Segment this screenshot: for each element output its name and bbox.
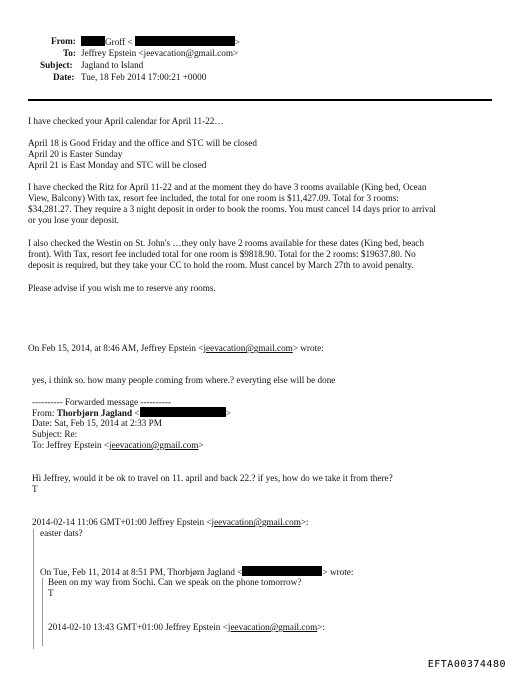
body-line: I have checked the Ritz for April 11-22 and at the moment they do have 3 rooms available (King bed, Ocean	[28, 182, 427, 192]
header-divider	[28, 99, 492, 101]
message-line: Been on my way from Sochi. Can we speak on the phone tomorrow?	[48, 577, 302, 587]
body-line: April 18 is Good Friday and the office and STC will be closed	[28, 138, 257, 148]
body-line: $34,281.27. They require a 3 night deposit in order to book the rooms. You must cancel 14 days prior to arrival	[28, 204, 436, 214]
redaction-bar	[81, 36, 105, 46]
body-line: front). With Tax, resort fee included total for one room is $9818.90. Total for the 2 rooms: $19637.80. No	[28, 249, 416, 259]
subject-label: Subject:	[40, 60, 73, 70]
forwarded-to: To: Jeffrey Epstein <jeevacation@gmail.com>	[32, 440, 204, 450]
quote-bar	[33, 529, 34, 649]
email-link[interactable]: jeevacation@gmail.com	[211, 517, 301, 527]
quote-attribution: On Tue, Feb 11, 2014 at 8:51 PM, Thorbjørn Jagland < > wrote:	[40, 567, 354, 577]
reply-text: yes, i think so. how many people coming from where.? everyting else will be done	[32, 375, 336, 385]
email-link[interactable]: jeevacation@gmail.com	[109, 440, 199, 450]
message-line: easter dats?	[40, 528, 83, 538]
body-paragraph: Please advise if you wish me to reserve any rooms.	[28, 283, 216, 293]
body-line: I also checked the Westin on St. John's …they only have 2 rooms available for these dates (King bed, beach	[28, 238, 424, 248]
message-line: Hi Jeffrey, would it be ok to travel on 11. april and back 22.? if yes, how do we take it from there?	[32, 473, 393, 483]
date-label: Date:	[53, 72, 75, 82]
forwarded-from: From: Thorbjørn Jagland < >	[32, 408, 231, 418]
quote-attribution: 2014-02-14 11:06 GMT+01:00 Jeffrey Epstein <jeevacation@gmail.com>:	[32, 517, 309, 527]
body-line: deposit is required, but they take your CC to hold the room. Must cancel by March 27th to avoid penalty.	[28, 260, 414, 270]
from-label: From:	[51, 36, 76, 46]
forwarded-date: Date: Sat, Feb 15, 2014 at 2:33 PM	[32, 418, 162, 428]
message-line: T	[32, 484, 38, 494]
body-line: View, Balcony) With tax, resort fee included, the total for one room is $11,427.09. Total for 3 rooms:	[28, 193, 399, 203]
body-paragraph: I have checked your April calendar for April 11-22…	[28, 116, 224, 126]
forwarded-header: ---------- Forwarded message ----------	[32, 397, 172, 407]
email-link[interactable]: jeevacation@gmail.com	[203, 343, 293, 353]
email-link[interactable]: jeevacation@gmail.com	[227, 622, 318, 632]
body-line: April 20 is Easter Sunday	[28, 149, 123, 159]
message-line: T	[48, 588, 54, 598]
body-line: April 21 is East Monday and STC will be closed	[28, 160, 207, 170]
body-line: or you lose your deposit.	[28, 215, 120, 225]
subject-value: Jagland to Island	[81, 60, 144, 70]
to-label: To:	[63, 48, 76, 58]
to-value: Jeffrey Epstein <jeevacation@gmail.com>	[81, 48, 239, 58]
quote-attribution: On Feb 15, 2014, at 8:46 AM, Jeffrey Epstein <jeevacation@gmail.com> wrote:	[28, 343, 324, 353]
quote-attribution: 2014-02-10 13:43 GMT+01:00 Jeffrey Epstein <jeevacation@gmail.com>:	[48, 622, 325, 632]
from-name: Groff <	[105, 37, 133, 47]
quote-bar	[42, 578, 43, 646]
bates-number: EFTA00374480	[427, 659, 506, 670]
redaction-bar	[135, 36, 235, 46]
redaction-bar	[242, 566, 322, 576]
date-value: Tue, 18 Feb 2014 17:00:21 +0000	[81, 72, 207, 82]
forwarded-subject: Subject: Re:	[32, 429, 78, 439]
redaction-bar	[140, 407, 226, 417]
